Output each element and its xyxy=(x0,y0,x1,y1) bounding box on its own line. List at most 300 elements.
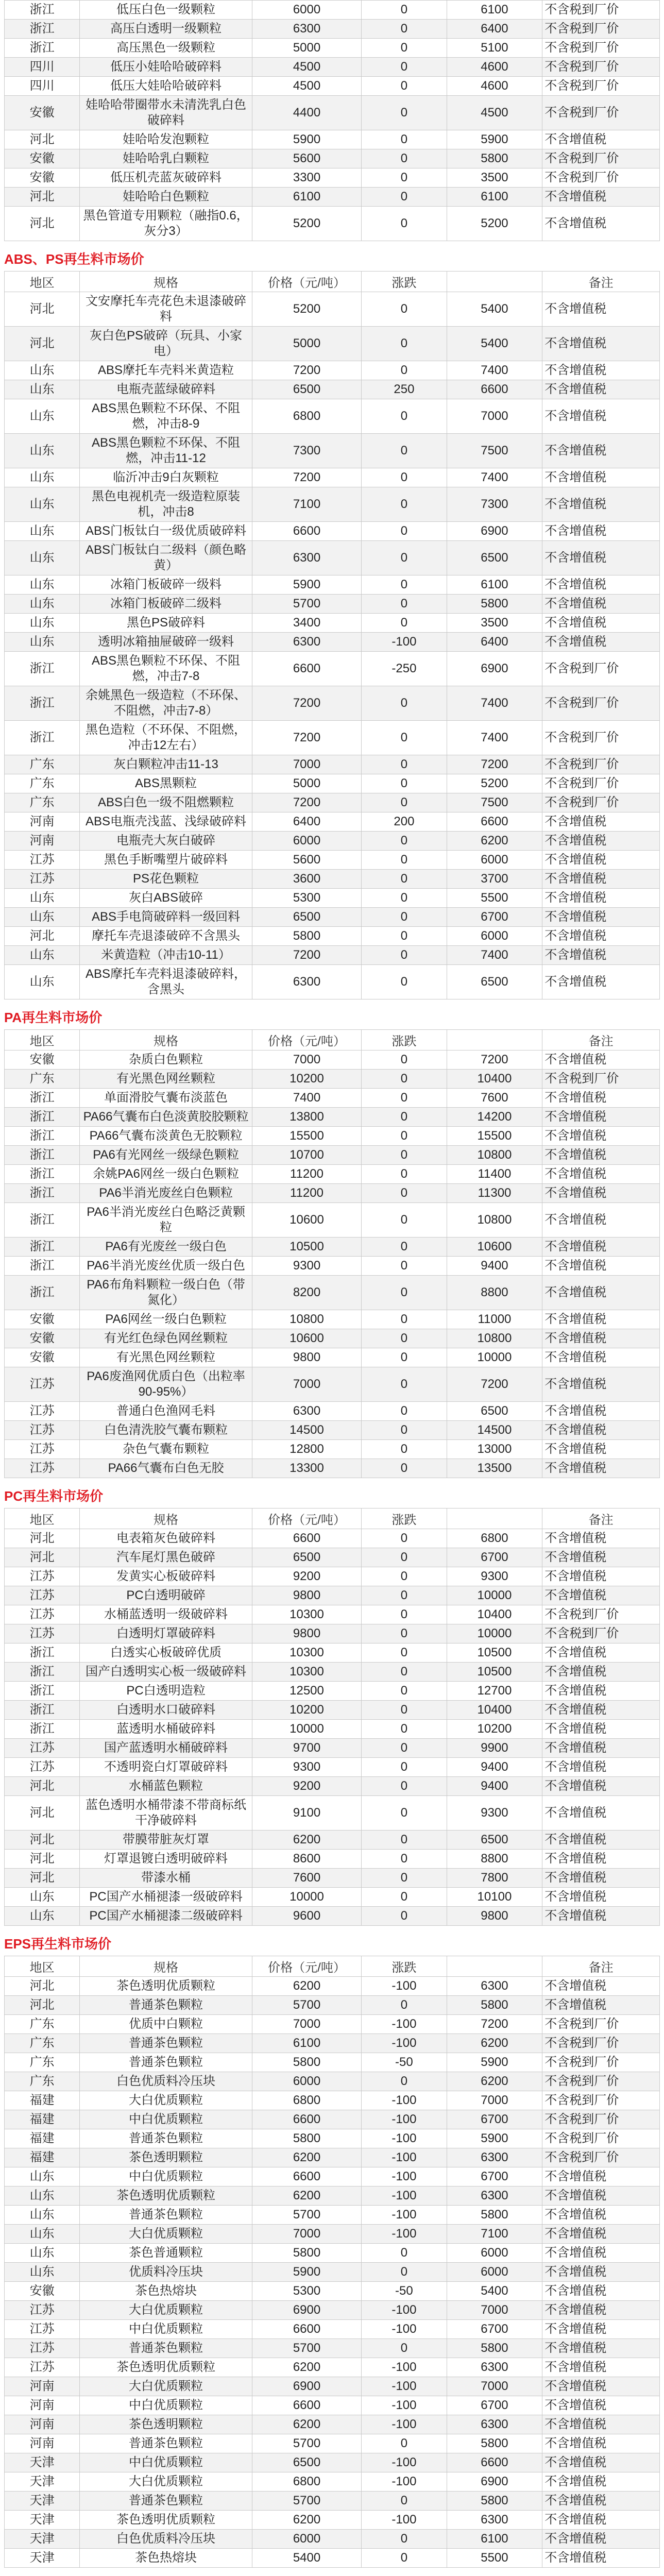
note-cell: 不含增值税 xyxy=(542,2549,660,2568)
table-row xyxy=(5,774,660,793)
high-price-cell: 6400 xyxy=(447,633,542,652)
change-cell: -50 xyxy=(362,2282,447,2301)
region-cell: 江苏 xyxy=(5,2358,80,2377)
change-cell: -100 xyxy=(362,2320,447,2339)
region-cell: 江苏 xyxy=(5,1459,80,1478)
spec-cell: 大白优质颗粒 xyxy=(80,2225,252,2244)
high-price-cell: 5900 xyxy=(447,2129,542,2148)
change-cell: 0 xyxy=(362,399,447,434)
region-cell: 江苏 xyxy=(5,2301,80,2320)
change-cell: 0 xyxy=(362,1907,447,1926)
spec-cell: PC白透明造粒 xyxy=(80,1682,252,1701)
table-row xyxy=(5,1605,660,1624)
table-row xyxy=(5,2034,660,2053)
price-cell: 6000 xyxy=(252,1,361,20)
price-cell: 5800 xyxy=(252,2244,361,2263)
high-price-cell: 6300 xyxy=(447,2148,542,2167)
column-header: 价格（元/吨） xyxy=(252,1509,361,1529)
change-cell: 0 xyxy=(362,541,447,575)
note-cell: 不含增值税 xyxy=(542,2415,660,2434)
high-price-cell: 4500 xyxy=(447,96,542,130)
high-price-cell: 9400 xyxy=(447,1758,542,1777)
price-cell: 6500 xyxy=(252,1548,361,1567)
section-title: PA再生料市场价 xyxy=(4,1010,103,1025)
price-cell: 13300 xyxy=(252,1459,361,1478)
region-cell: 浙江 xyxy=(5,1663,80,1682)
region-cell: 河北 xyxy=(5,1529,80,1548)
price-cell: 9700 xyxy=(252,1739,361,1758)
change-cell: 0 xyxy=(362,1777,447,1796)
table-row xyxy=(5,2110,660,2129)
change-cell: 0 xyxy=(362,793,447,812)
table-row xyxy=(5,1624,660,1643)
change-cell: 0 xyxy=(362,168,447,188)
note-cell: 不含增值税 xyxy=(542,1529,660,1548)
note-cell: 不含税到厂价 xyxy=(542,686,660,721)
spec-cell: ABS摩托车壳料退漆破碎料，含黑头 xyxy=(80,965,252,999)
spec-cell: 杂质白色颗粒 xyxy=(80,1050,252,1070)
change-cell: 200 xyxy=(362,812,447,832)
price-cell: 14500 xyxy=(252,1421,361,1440)
table-row xyxy=(5,77,660,96)
region-cell: 河北 xyxy=(5,1996,80,2015)
note-cell: 不含增值税 xyxy=(542,468,660,487)
spec-cell: 普通茶色颗粒 xyxy=(80,2434,252,2453)
note-cell: 不含税到厂价 xyxy=(542,721,660,755)
table-row xyxy=(5,686,660,721)
table-row xyxy=(5,1146,660,1165)
region-cell: 浙江 xyxy=(5,1127,80,1146)
spec-cell: 有光红色绿色网丝颗粒 xyxy=(80,1329,252,1348)
price-cell: 5700 xyxy=(252,2434,361,2453)
region-cell: 天津 xyxy=(5,2511,80,2530)
column-header: 地区 xyxy=(5,1956,80,1977)
spec-cell: 高压白透明一级颗粒 xyxy=(80,20,252,39)
change-cell: 0 xyxy=(362,1869,447,1888)
column-header: 地区 xyxy=(5,1509,80,1529)
change-cell: 0 xyxy=(362,1996,447,2015)
high-price-cell: 6700 xyxy=(447,2396,542,2415)
region-cell: 江苏 xyxy=(5,870,80,889)
region-cell: 山东 xyxy=(5,1907,80,1926)
table-row xyxy=(5,2492,660,2511)
region-cell: 江苏 xyxy=(5,1586,80,1605)
spec-cell: 灰白颗粒冲击11-13 xyxy=(80,755,252,774)
table-row xyxy=(5,1459,660,1478)
spec-cell: PC白透明破碎 xyxy=(80,1586,252,1605)
table-row xyxy=(5,1831,660,1850)
price-cell: 7000 xyxy=(252,2225,361,2244)
region-cell: 浙江 xyxy=(5,1184,80,1203)
change-cell: 0 xyxy=(362,1720,447,1739)
change-cell: -100 xyxy=(362,2015,447,2034)
spec-cell: PC国产水桶褪漆一级破碎料 xyxy=(80,1888,252,1907)
change-cell: -100 xyxy=(362,2187,447,2206)
region-cell: 山东 xyxy=(5,614,80,633)
high-price-cell: 10400 xyxy=(447,1605,542,1624)
price-cell: 6500 xyxy=(252,380,361,399)
high-price-cell: 9400 xyxy=(447,1257,542,1276)
spec-cell: 低压大娃哈哈破碎料 xyxy=(80,77,252,96)
column-header: 备注 xyxy=(542,272,660,292)
note-cell: 不含增值税 xyxy=(542,1165,660,1184)
region-cell: 浙江 xyxy=(5,1701,80,1720)
price-cell: 7300 xyxy=(252,434,361,468)
change-cell: -100 xyxy=(362,2167,447,2187)
note-cell: 不含增值税 xyxy=(542,870,660,889)
high-price-cell: 7400 xyxy=(447,361,542,380)
table-row xyxy=(5,652,660,686)
table-row xyxy=(5,2339,660,2358)
note-cell: 不含增值税 xyxy=(542,1869,660,1888)
high-price-cell: 7400 xyxy=(447,468,542,487)
high-price-cell: 7100 xyxy=(447,2225,542,2244)
spec-cell: 大白优质颗粒 xyxy=(80,2091,252,2110)
note-cell: 不含增值税 xyxy=(542,380,660,399)
spec-cell: 中白优质颗粒 xyxy=(80,2320,252,2339)
spec-cell: 摩托车壳退漆破碎不含黑头 xyxy=(80,927,252,946)
high-price-cell: 5500 xyxy=(447,889,542,908)
spec-cell: PA6网丝一级白色颗粒 xyxy=(80,1310,252,1329)
table-row xyxy=(5,1796,660,1831)
change-cell: 0 xyxy=(362,1,447,20)
change-cell: -100 xyxy=(362,2377,447,2396)
high-price-cell: 6200 xyxy=(447,2034,542,2053)
price-cell: 5300 xyxy=(252,2282,361,2301)
price-cell: 9600 xyxy=(252,1907,361,1926)
table-row xyxy=(5,2511,660,2530)
high-price-cell: 6600 xyxy=(447,2453,542,2472)
region-cell: 浙江 xyxy=(5,1089,80,1108)
section-title: EPS再生料市场价 xyxy=(4,1936,112,1952)
note-cell: 不含增值税 xyxy=(542,2301,660,2320)
change-cell: -100 xyxy=(362,2148,447,2167)
note-cell: 不含税到厂价 xyxy=(542,2110,660,2129)
table-row xyxy=(5,96,660,130)
price-cell: 6600 xyxy=(252,652,361,686)
region-cell: 河北 xyxy=(5,1850,80,1869)
note-cell: 不含增值税 xyxy=(542,614,660,633)
spec-cell: 有光黑色网丝颗粒 xyxy=(80,1070,252,1089)
note-cell: 不含增值税 xyxy=(542,1348,660,1367)
region-cell: 安徽 xyxy=(5,1310,80,1329)
note-cell: 不含税到厂价 xyxy=(542,2091,660,2110)
spec-cell: 灰白ABS破碎 xyxy=(80,889,252,908)
high-price-cell: 6100 xyxy=(447,575,542,595)
change-cell: 0 xyxy=(362,2244,447,2263)
high-price-cell: 7200 xyxy=(447,1050,542,1070)
change-cell: 0 xyxy=(362,755,447,774)
spec-cell: 电表箱灰色破碎料 xyxy=(80,1529,252,1548)
note-cell: 不含增值税 xyxy=(542,1548,660,1567)
spec-cell: 白透明灯罩破碎料 xyxy=(80,1624,252,1643)
note-cell: 不含增值税 xyxy=(542,130,660,149)
table-row xyxy=(5,149,660,168)
high-price-cell: 3700 xyxy=(447,870,542,889)
table-row xyxy=(5,380,660,399)
note-cell: 不含税到厂价 xyxy=(542,2148,660,2167)
spec-cell: ABS黑色颗粒不环保、不阻燃，冲击11-12 xyxy=(80,434,252,468)
change-cell: 0 xyxy=(362,1108,447,1127)
high-price-cell: 9300 xyxy=(447,1567,542,1586)
table-row xyxy=(5,755,660,774)
note-cell: 不含增值税 xyxy=(542,2492,660,2511)
spec-cell: 透明冰箱抽屉破碎一级料 xyxy=(80,633,252,652)
price-cell: 9100 xyxy=(252,1796,361,1831)
high-price-cell: 5400 xyxy=(447,292,542,327)
price-cell: 6000 xyxy=(252,2072,361,2091)
change-cell: 0 xyxy=(362,58,447,77)
table-row xyxy=(5,1977,660,1996)
region-cell: 广东 xyxy=(5,2072,80,2091)
region-cell: 河北 xyxy=(5,927,80,946)
note-cell: 不含增值税 xyxy=(542,1977,660,1996)
note-cell: 不含增值税 xyxy=(542,522,660,541)
column-header: 规格 xyxy=(80,1030,252,1050)
table-row xyxy=(5,1440,660,1459)
high-price-cell: 7000 xyxy=(447,399,542,434)
price-cell: 7400 xyxy=(252,1089,361,1108)
note-cell: 不含增值税 xyxy=(542,327,660,361)
region-cell: 河南 xyxy=(5,832,80,851)
spec-cell: 白色优质料冷压块 xyxy=(80,2072,252,2091)
note-cell: 不含增值税 xyxy=(542,1850,660,1869)
note-cell: 不含税到厂价 xyxy=(542,1,660,20)
price-cell: 6600 xyxy=(252,1529,361,1548)
note-cell: 不含增值税 xyxy=(542,2511,660,2530)
region-cell: 浙江 xyxy=(5,1682,80,1701)
region-cell: 河南 xyxy=(5,2434,80,2453)
spec-cell: ABS黑色颗粒不环保、不阻燃，冲击7-8 xyxy=(80,652,252,686)
region-cell: 广东 xyxy=(5,755,80,774)
price-cell: 7200 xyxy=(252,468,361,487)
note-cell: 不含增值税 xyxy=(542,1739,660,1758)
spec-cell: 国产蓝透明水桶破碎料 xyxy=(80,1739,252,1758)
price-cell: 5700 xyxy=(252,1996,361,2015)
price-cell: 3400 xyxy=(252,614,361,633)
price-cell: 6600 xyxy=(252,2320,361,2339)
spec-cell: 普通茶色颗粒 xyxy=(80,2206,252,2225)
table-row xyxy=(5,1238,660,1257)
price-cell: 5800 xyxy=(252,2129,361,2148)
high-price-cell: 5800 xyxy=(447,149,542,168)
high-price-cell: 5800 xyxy=(447,1996,542,2015)
high-price-cell: 5400 xyxy=(447,2282,542,2301)
table-row xyxy=(5,965,660,999)
change-cell: 0 xyxy=(362,1643,447,1663)
table-row xyxy=(5,1850,660,1869)
price-cell: 9200 xyxy=(252,1567,361,1586)
table-row xyxy=(5,1548,660,1567)
column-header: 涨跌 xyxy=(362,1956,447,1977)
change-cell: 0 xyxy=(362,721,447,755)
table-row xyxy=(5,2015,660,2034)
high-price-cell: 10000 xyxy=(447,1586,542,1605)
table-row xyxy=(5,575,660,595)
note-cell: 不含增值税 xyxy=(542,188,660,207)
table-row xyxy=(5,1682,660,1701)
note-cell: 不含增值税 xyxy=(542,832,660,851)
change-cell: 0 xyxy=(362,1329,447,1348)
price-cell: 5900 xyxy=(252,575,361,595)
change-cell: 0 xyxy=(362,1605,447,1624)
price-cell: 9800 xyxy=(252,1624,361,1643)
region-cell: 河北 xyxy=(5,1831,80,1850)
change-cell: 0 xyxy=(362,965,447,999)
change-cell: 0 xyxy=(362,522,447,541)
region-cell: 山东 xyxy=(5,595,80,614)
spec-cell: 大白优质颗粒 xyxy=(80,2377,252,2396)
table-row xyxy=(5,1907,660,1926)
price-cell: 4500 xyxy=(252,58,361,77)
spec-cell: 低压机壳蓝灰破碎料 xyxy=(80,168,252,188)
table-row xyxy=(5,399,660,434)
table-row xyxy=(5,361,660,380)
change-cell: 0 xyxy=(362,2339,447,2358)
change-cell: -100 xyxy=(362,2110,447,2129)
change-cell: 0 xyxy=(362,1050,447,1070)
table-row xyxy=(5,207,660,241)
price-cell: 6200 xyxy=(252,2358,361,2377)
spec-cell: 水桶蓝透明一级破碎料 xyxy=(80,1605,252,1624)
table-header-row xyxy=(5,272,660,292)
section-title: PC再生料市场价 xyxy=(4,1488,104,1504)
note-cell: 不含增值税 xyxy=(542,1203,660,1238)
note-cell: 不含税到厂价 xyxy=(542,39,660,58)
spec-cell: 茶色透明优质颗粒 xyxy=(80,2511,252,2530)
table-row xyxy=(5,2244,660,2263)
region-cell: 山东 xyxy=(5,965,80,999)
change-cell: 0 xyxy=(362,1529,447,1548)
spec-cell: ABS摩托车壳料米黄造粒 xyxy=(80,361,252,380)
price-cell: 6800 xyxy=(252,2472,361,2492)
table-header-row xyxy=(5,1956,660,1977)
price-cell: 6600 xyxy=(252,2396,361,2415)
change-cell: -100 xyxy=(362,2358,447,2377)
price-cell: 7100 xyxy=(252,487,361,522)
region-cell: 河南 xyxy=(5,812,80,832)
high-price-cell: 6700 xyxy=(447,2320,542,2339)
table-row xyxy=(5,1367,660,1402)
table-row xyxy=(5,870,660,889)
change-cell: 0 xyxy=(362,434,447,468)
column-header xyxy=(447,272,542,292)
change-cell: 0 xyxy=(362,1701,447,1720)
table-row xyxy=(5,1108,660,1127)
table-row xyxy=(5,1348,660,1367)
note-cell: 不含增值税 xyxy=(542,2396,660,2415)
change-cell: 0 xyxy=(362,361,447,380)
high-price-cell: 10400 xyxy=(447,1701,542,1720)
change-cell: -100 xyxy=(362,2301,447,2320)
price-cell: 5000 xyxy=(252,774,361,793)
high-price-cell: 6600 xyxy=(447,812,542,832)
region-cell: 河北 xyxy=(5,1869,80,1888)
price-cell: 6600 xyxy=(252,522,361,541)
region-cell: 江苏 xyxy=(5,1367,80,1402)
region-cell: 安徽 xyxy=(5,96,80,130)
region-cell: 山东 xyxy=(5,522,80,541)
high-price-cell: 11300 xyxy=(447,1184,542,1203)
change-cell: 0 xyxy=(362,327,447,361)
table-row xyxy=(5,2358,660,2377)
region-cell: 山东 xyxy=(5,2263,80,2282)
high-price-cell: 5800 xyxy=(447,2206,542,2225)
price-cell: 6000 xyxy=(252,2530,361,2549)
note-cell: 不含增值税 xyxy=(542,207,660,241)
note-cell: 不含增值税 xyxy=(542,1238,660,1257)
price-cell: 7200 xyxy=(252,721,361,755)
column-header: 规格 xyxy=(80,272,252,292)
change-cell: 0 xyxy=(362,1310,447,1329)
high-price-cell: 3500 xyxy=(447,168,542,188)
price-cell: 10300 xyxy=(252,1663,361,1682)
region-cell: 天津 xyxy=(5,2549,80,2568)
table-row xyxy=(5,2206,660,2225)
note-cell: 不含增值税 xyxy=(542,1888,660,1907)
note-cell: 不含增值税 xyxy=(542,1367,660,1402)
spec-cell: 余姚PA6网丝一级白色颗粒 xyxy=(80,1165,252,1184)
change-cell: 0 xyxy=(362,1146,447,1165)
spec-cell: 茶色透明优质颗粒 xyxy=(80,2358,252,2377)
note-cell: 不含增值税 xyxy=(542,1663,660,1682)
table-row xyxy=(5,2091,660,2110)
price-cell: 8200 xyxy=(252,1276,361,1310)
region-cell: 天津 xyxy=(5,2492,80,2511)
table-row xyxy=(5,2282,660,2301)
high-price-cell: 13500 xyxy=(447,1459,542,1478)
note-cell: 不含增值税 xyxy=(542,595,660,614)
spec-cell: 发黄实心板破碎料 xyxy=(80,1567,252,1586)
spec-cell: 灯罩退镀白透明破碎料 xyxy=(80,1850,252,1869)
region-cell: 河北 xyxy=(5,292,80,327)
high-price-cell: 6100 xyxy=(447,188,542,207)
high-price-cell: 14500 xyxy=(447,1421,542,1440)
change-cell: -250 xyxy=(362,652,447,686)
high-price-cell: 5200 xyxy=(447,774,542,793)
spec-cell: 普通白色渔网毛料 xyxy=(80,1402,252,1421)
note-cell: 不含增值税 xyxy=(542,1146,660,1165)
spec-cell: PA6半消光废丝白色略泛黄颗粒 xyxy=(80,1203,252,1238)
note-cell: 不含增值税 xyxy=(542,292,660,327)
region-cell: 江苏 xyxy=(5,1440,80,1459)
column-header xyxy=(447,1030,542,1050)
change-cell: 0 xyxy=(362,1089,447,1108)
table-row xyxy=(5,2453,660,2472)
price-cell: 9200 xyxy=(252,1777,361,1796)
note-cell: 不含增值税 xyxy=(542,2530,660,2549)
region-cell: 山东 xyxy=(5,946,80,965)
column-header: 涨跌 xyxy=(362,1509,447,1529)
column-header: 规格 xyxy=(80,1956,252,1977)
high-price-cell: 10800 xyxy=(447,1203,542,1238)
spec-cell: 茶色热熔块 xyxy=(80,2282,252,2301)
change-cell: 0 xyxy=(362,1586,447,1605)
note-cell: 不含增值税 xyxy=(542,1050,660,1070)
table-row xyxy=(5,58,660,77)
spec-cell: 普通茶色颗粒 xyxy=(80,2053,252,2072)
high-price-cell: 6200 xyxy=(447,832,542,851)
spec-cell: 带膜带脏灰灯罩 xyxy=(80,1831,252,1850)
price-cell: 5200 xyxy=(252,207,361,241)
change-cell: 0 xyxy=(362,1421,447,1440)
region-cell: 浙江 xyxy=(5,1257,80,1276)
price-cell: 9300 xyxy=(252,1758,361,1777)
high-price-cell: 9300 xyxy=(447,1796,542,1831)
region-cell: 江苏 xyxy=(5,851,80,870)
spec-cell: 大白优质颗粒 xyxy=(80,2472,252,2492)
region-cell: 浙江 xyxy=(5,20,80,39)
